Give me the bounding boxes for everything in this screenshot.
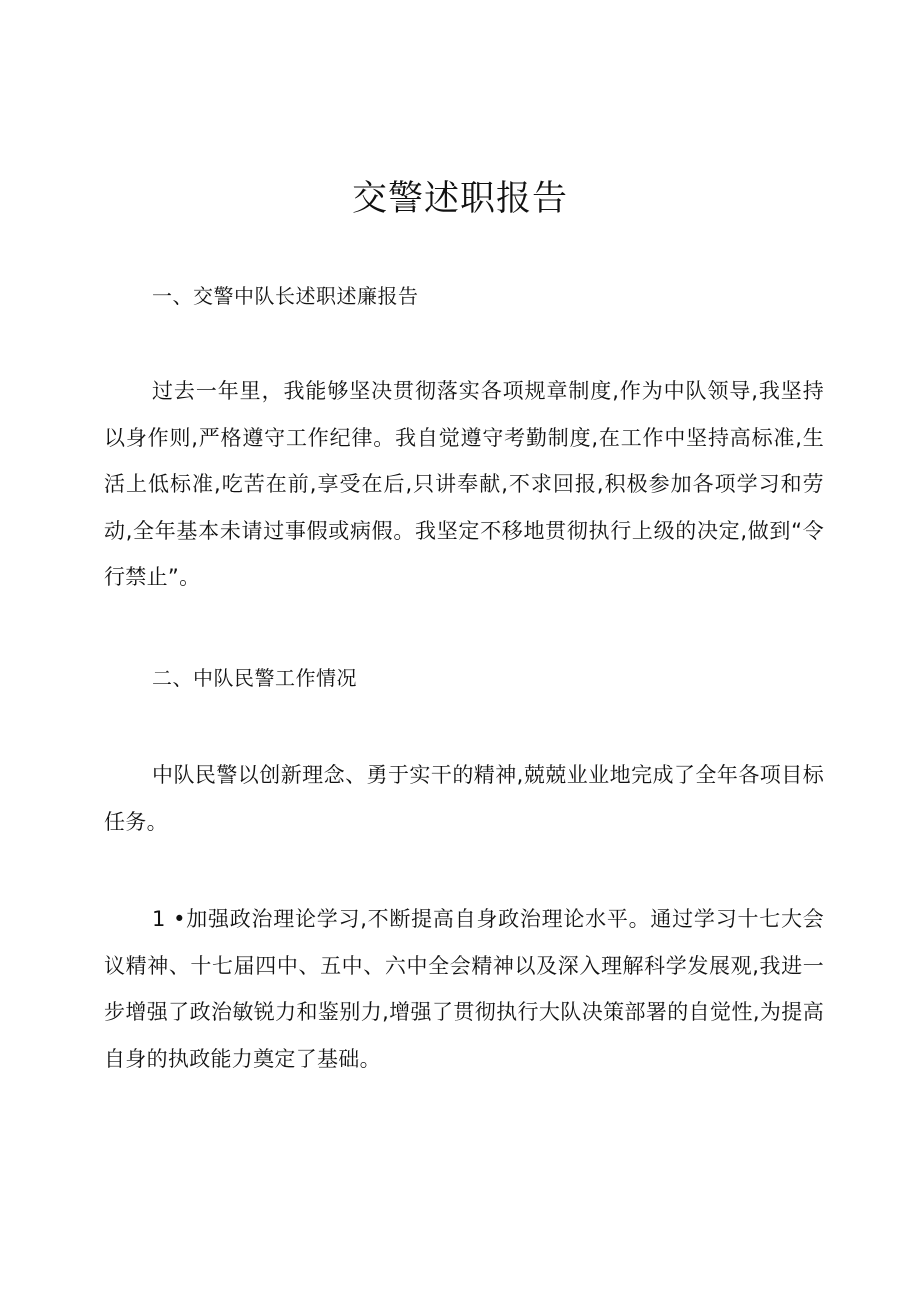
document-title: 交警述职报告	[351, 179, 568, 219]
body-paragraph-1: 过去一年里，我能够坚决贯彻落实各项规章制度,作为中队领导,我坚持以身作则,严格遵守工作纪律。我自觉遵守考勤制度,在工作中坚持高标准,生活上低标准,吃苦在前,享受在后,只讲奉献,不求回报,积极参加各项学习和劳动,全年基本未请过事假或病假。我坚定不移地贯彻执行上级的决定,做到“令行禁止”。	[104, 379, 824, 589]
section-heading-2: 二、中队民警工作情况	[152, 666, 357, 690]
section-heading-1: 一、交警中队长述职述廉报告	[152, 284, 419, 308]
body-paragraph-2: 中队民警以创新理念、勇于实干的精神,兢兢业业地完成了全年各项目标任务。	[104, 763, 824, 834]
body-paragraph-3: 1 •加强政治理论学习,不断提高自身政治理论水平。通过学习十七大会议精神、十七届四中、五中、六中全会精神以及深入理解科学发展观,我进一步增强了政治敏锐力和鉴别力,增强了贯彻执行大队决策部署的自觉性,为提高自身的执政能力奠定了基础。	[104, 907, 824, 1071]
